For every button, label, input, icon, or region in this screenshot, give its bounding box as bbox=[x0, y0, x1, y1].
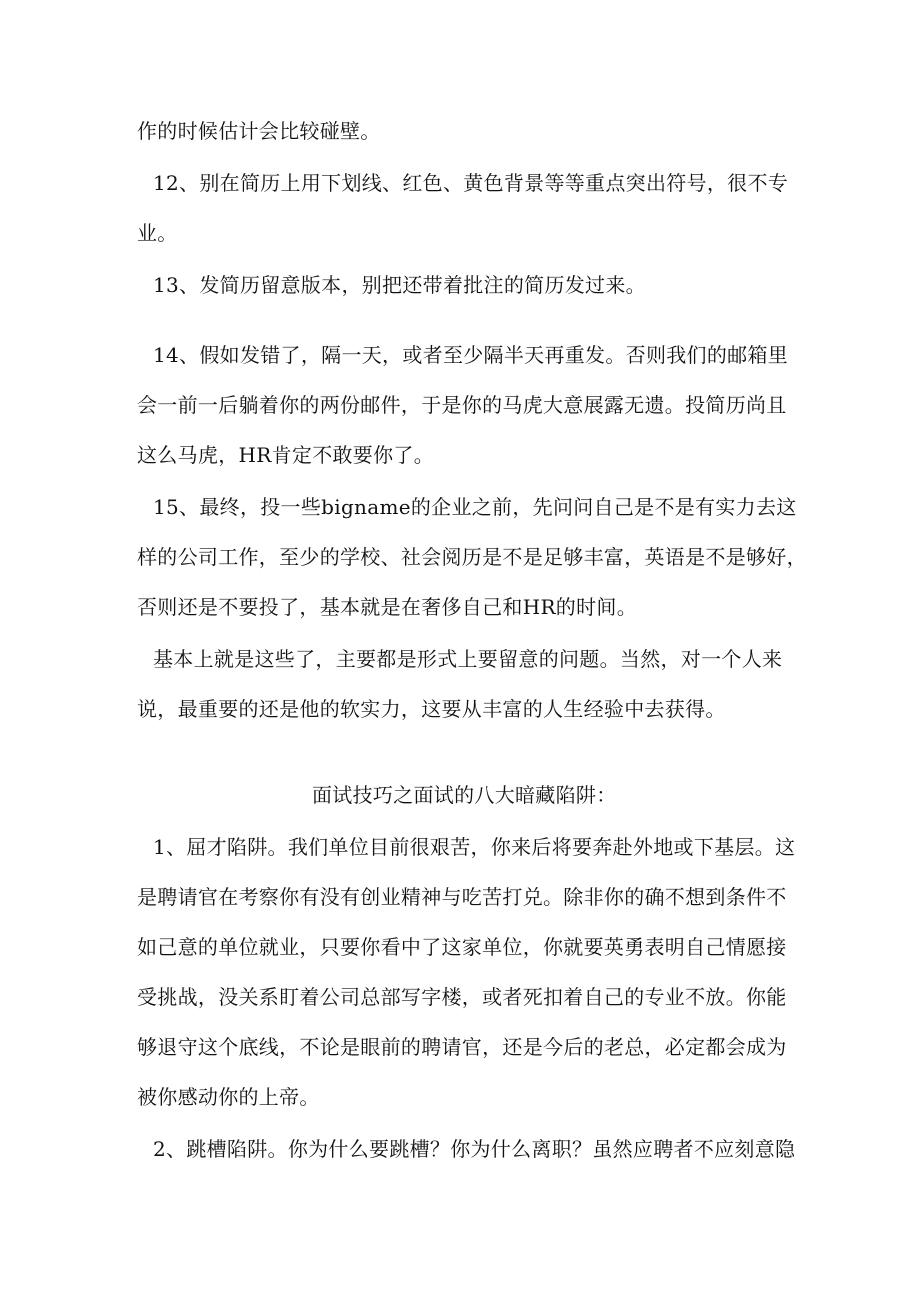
trap-2-line-1: 2、跳槽陷阱。你为什么要跳槽？你为什么离职？虽然应聘者不应刻意隐 bbox=[153, 1137, 796, 1161]
item-13-line-1: 13、发简历留意版本，别把还带着批注的简历发过来。 bbox=[153, 273, 646, 297]
trap-1-line-1: 1、屈才陷阱。我们单位目前很艰苦，你来后将要奔赴外地或下基层。这 bbox=[153, 835, 796, 859]
item-11-line-1: 作的时候估计会比较碰壁。 bbox=[137, 119, 381, 143]
trap-1-line-3: 如己意的单位就业，只要你看中了这家单位，你就要英勇表明自己情愿接 bbox=[137, 935, 787, 959]
trap-1-line-5: 够退守这个底线，不论是眼前的聘请官，还是今后的老总，必定都会成为 bbox=[137, 1035, 787, 1059]
trap-1-line-4: 受挑战，没关系盯着公司总部写字楼，或者死扣着自己的专业不放。你能 bbox=[137, 985, 787, 1009]
item-15-line-1: 15、最终，投一些bigname的企业之前，先问问自己是不是有实力去这 bbox=[153, 495, 797, 519]
summary-line-2: 说，最重要的还是他的软实力，这要从丰富的人生经验中去获得。 bbox=[137, 697, 726, 721]
item-14-line-3: 这么马虎，HR肯定不敢要你了。 bbox=[137, 443, 434, 467]
item-12-line-2: 业。 bbox=[137, 221, 178, 245]
trap-1-line-6: 被你感动你的上帝。 bbox=[137, 1085, 320, 1109]
item-15-line-2: 样的公司工作，至少的学校、社会阅历是不是足够丰富，英语是不是够好， bbox=[137, 545, 807, 569]
trap-1-line-2: 是聘请官在考察你有没有创业精神与吃苦打兑。除非你的确不想到条件不 bbox=[137, 885, 787, 909]
item-14-line-1: 14、假如发错了，隔一天，或者至少隔半天再重发。否则我们的邮箱里 bbox=[153, 343, 789, 367]
item-12-line-1: 12、别在简历上用下划线、红色、黄色背景等等重点突出符号，很不专 bbox=[153, 171, 789, 195]
section-title: 面试技巧之面试的八大暗藏陷阱： bbox=[312, 783, 617, 807]
item-14-line-2: 会一前一后躺着你的两份邮件，于是你的马虎大意展露无遗。投简历尚且 bbox=[137, 393, 787, 417]
summary-line-1: 基本上就是这些了，主要都是形式上要留意的问题。当然，对一个人来 bbox=[153, 647, 783, 671]
item-15-line-3: 否则还是不要投了，基本就是在奢侈自己和HR的时间。 bbox=[137, 595, 637, 619]
